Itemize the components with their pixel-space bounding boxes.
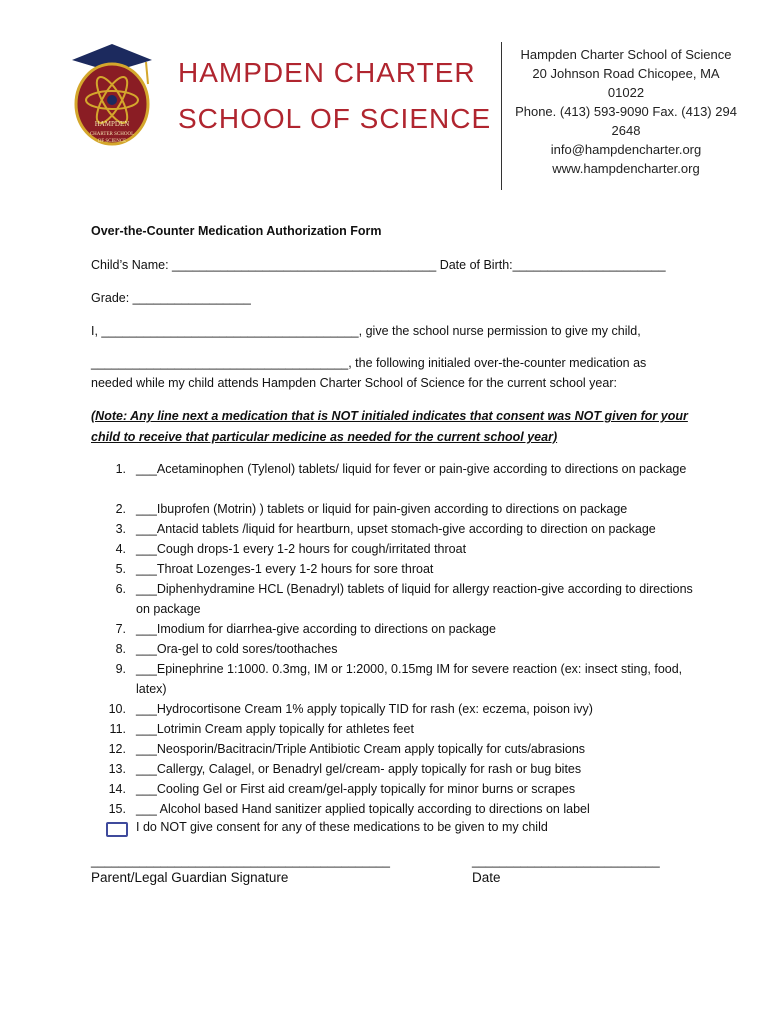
medication-text: ___Ora-gel to cold sores/toothaches xyxy=(136,642,338,656)
medication-text: ___Ibuprofen (Motrin) ) tablets or liquid for pain-given according to directions on package xyxy=(136,502,628,516)
medication-item[interactable] xyxy=(91,659,691,699)
medication-number: 2. xyxy=(115,502,126,516)
signature-line[interactable]: ___________________________________________ xyxy=(91,854,390,868)
signature-label: Parent/Legal Guardian Signature xyxy=(91,870,289,885)
medication-number: 8. xyxy=(115,642,126,656)
medication-number: 3. xyxy=(115,522,126,536)
medication-item[interactable] xyxy=(91,699,691,719)
medication-text: ___Lotrimin Cream apply topically for athletes feet xyxy=(136,722,414,736)
medication-item[interactable] xyxy=(91,639,691,659)
medication-item[interactable] xyxy=(91,719,691,739)
medication-item[interactable] xyxy=(91,759,691,779)
medication-text: ___Throat Lozenges-1 every 1-2 hours for sore throat xyxy=(136,562,434,576)
medication-item[interactable] xyxy=(91,779,691,799)
medication-item[interactable] xyxy=(91,799,691,819)
medication-number: 11. xyxy=(109,722,126,736)
medication-number: 15. xyxy=(108,802,126,816)
medication-item[interactable] xyxy=(91,739,691,759)
medication-number: 5. xyxy=(115,562,126,576)
contact-block xyxy=(502,45,750,178)
school-name-line1: HAMPDEN CHARTER xyxy=(178,57,476,88)
medication-item[interactable] xyxy=(91,559,691,579)
medication-text: ___Diphenhydramine HCL (Benadryl) tablets of liquid for allergy reaction-give according to directions on package xyxy=(136,582,693,616)
medication-number: 4. xyxy=(115,542,126,556)
medication-number: 10. xyxy=(108,702,126,716)
contact-school: Hampden Charter School of Science xyxy=(520,47,732,62)
medication-text: ___Epinephrine 1:1000. 0.3mg, IM or 1:2000, 0.15mg IM for severe reaction (ex: insect sting, food, latex) xyxy=(136,662,683,696)
school-name xyxy=(178,50,498,142)
medication-text: ___Neosporin/Bacitracin/Triple Antibiotic Cream apply topically for cuts/abrasions xyxy=(136,742,586,756)
consent-note: (Note: Any line next a medication that is NOT initialed indicates that consent was NOT given for your child to receive that particular medicine as needed for the current school year) xyxy=(91,409,688,444)
medication-text: ___Imodium for diarrhea-give according to directions on package xyxy=(136,622,496,636)
child-name-field[interactable]: Child’s Name: ______________________________________ Date of Birth:______________________ xyxy=(91,258,666,272)
logo-text-line3: OF SCIENCE xyxy=(97,139,127,144)
parent-permission-field[interactable]: I, _____________________________________, give the school nurse permission to give my child, xyxy=(91,324,641,338)
medication-number: 13. xyxy=(108,762,126,776)
contact-email: info@hampdencharter.org xyxy=(550,142,702,157)
logo-text-line2: CHARTER SCHOOL xyxy=(89,132,135,137)
medication-text: ___Cough drops-1 every 1-2 hours for cough/irritated throat xyxy=(136,542,467,556)
medication-number: 14. xyxy=(108,782,126,796)
medication-text: ___Acetaminophen (Tylenol) tablets/ liquid for fever or pain-give according to directions on package xyxy=(136,462,687,476)
medication-text: ___Antacid tablets /liquid for heartburn, upset stomach-give according to direction on package xyxy=(136,522,656,536)
medication-number: 6. xyxy=(115,582,126,596)
date-label: Date xyxy=(472,870,501,885)
contact-fax-end: 2648 xyxy=(611,123,641,138)
medication-item[interactable] xyxy=(91,519,691,539)
medication-item[interactable] xyxy=(91,539,691,559)
no-consent-checkbox[interactable] xyxy=(106,822,128,837)
no-consent-label: I do NOT give consent for any of these medications to be given to my child xyxy=(136,820,548,834)
medication-text: ___ Alcohol based Hand sanitizer applied topically according to directions on label xyxy=(136,802,590,816)
form-title: Over-the-Counter Medication Authorization Form xyxy=(91,224,382,238)
date-line[interactable]: ___________________________ xyxy=(472,854,660,868)
grade-field[interactable]: Grade: _________________ xyxy=(91,291,251,305)
contact-zip: 01022 xyxy=(607,85,645,100)
medication-text: ___Hydrocortisone Cream 1% apply topically TID for rash (ex: eczema, poison ivy) xyxy=(136,702,593,716)
medication-item[interactable] xyxy=(91,619,691,639)
needed-text: needed while my child attends Hampden Charter School of Science for the current school year: xyxy=(91,376,617,390)
contact-phone: Phone. (413) 593-9090 Fax. (413) 294 xyxy=(515,104,737,119)
medication-number: 12. xyxy=(108,742,126,756)
medication-item[interactable] xyxy=(91,499,691,519)
medication-number: 9. xyxy=(115,662,126,676)
medication-text: ___Callergy, Calagel, or Benadryl gel/cream- apply topically for rash or bug bites xyxy=(136,762,582,776)
medication-number: 7. xyxy=(115,622,126,636)
medication-item[interactable] xyxy=(91,459,691,499)
school-name-line2: SCHOOL OF SCIENCE xyxy=(178,103,492,134)
school-crest-icon xyxy=(66,42,158,152)
child-field[interactable]: _____________________________________, the following initialed over-the-counter medication as xyxy=(91,356,647,370)
contact-address: 20 Johnson Road Chicopee, MA xyxy=(532,66,720,81)
logo-text-line1: HAMPDEN xyxy=(94,120,130,128)
medication-item[interactable] xyxy=(91,579,691,619)
medication-text: ___Cooling Gel or First aid cream/gel-apply topically for minor burns or scrapes xyxy=(136,782,576,796)
contact-website: www.hampdencharter.org xyxy=(552,161,700,176)
medication-number: 1. xyxy=(115,462,126,476)
